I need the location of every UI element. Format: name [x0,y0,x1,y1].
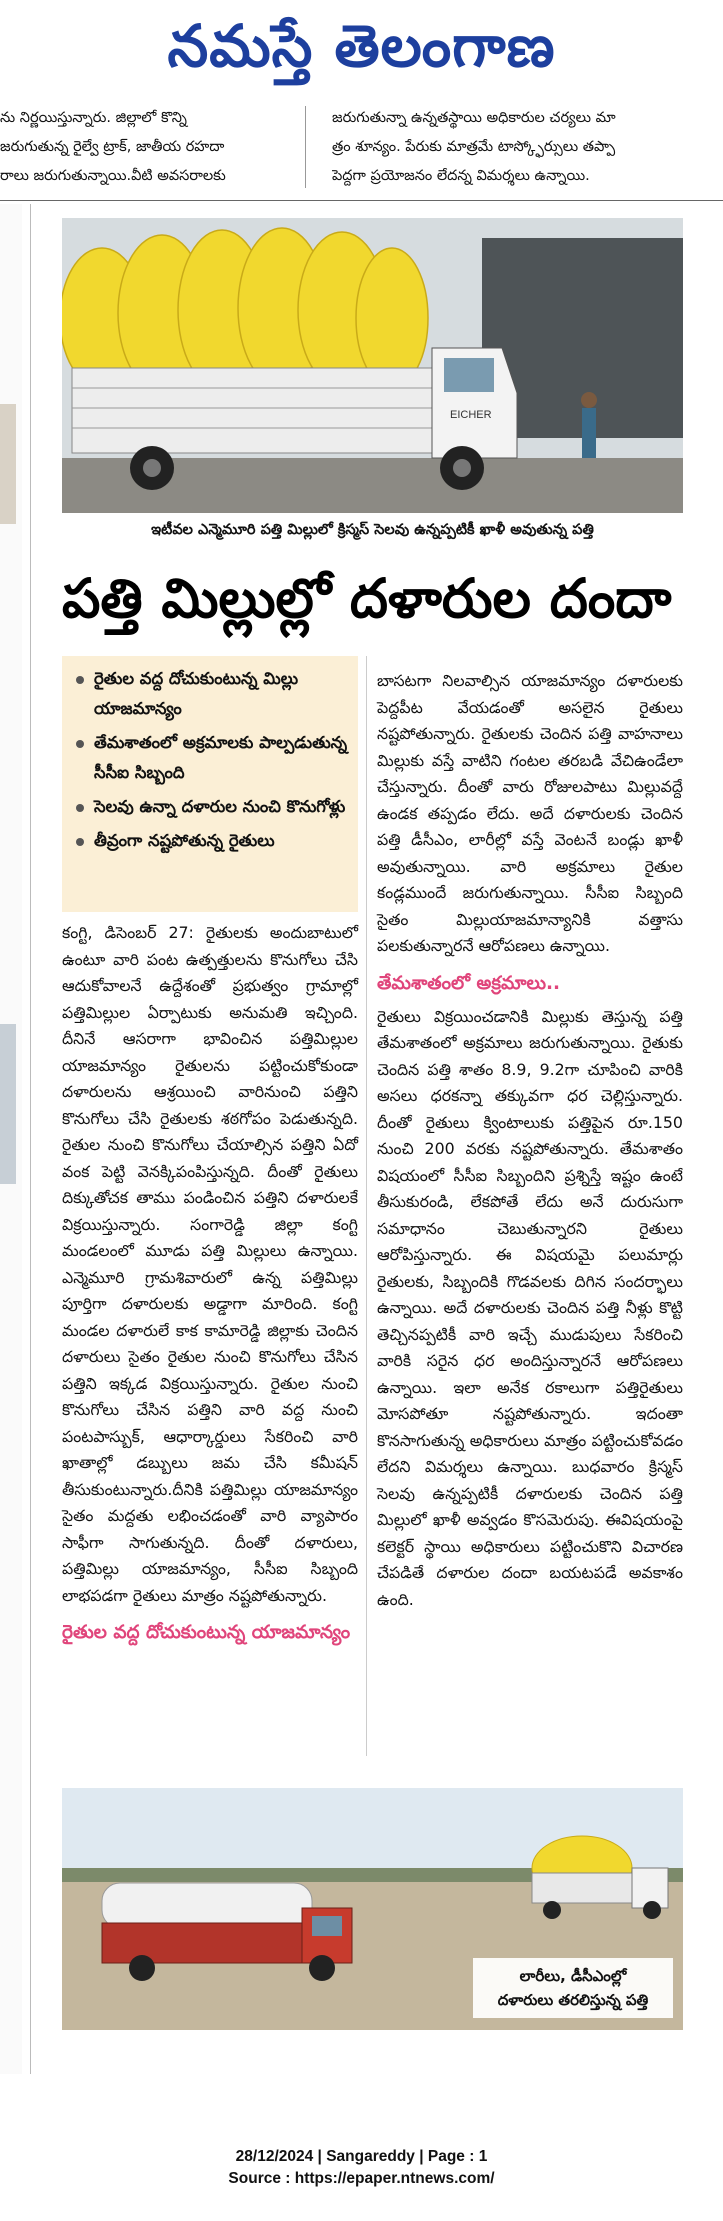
highlight-item [72,664,348,724]
article-headline: పత్తి మిల్లుల్లో దళారుల దందా [62,567,672,630]
adjacent-column-edge [0,204,22,2074]
section-divider [0,200,723,201]
bullet-icon [76,804,84,812]
article-paragraph: రైతులు విక్రయించడానికి మిల్లుకు తెస్తున్న పత్తి తేమశాతంలో అక్రమాలు జరుగుతున్నాయి. రైతుకు చెందిన పత్తి శాతం 8.9, 9.2గా చూపించి వారికి అసలు ధరకన్నా తక్కువగా ధర చెల్లిస్తున్నారు. దీంతో రైతులు క్వింటాలుకు పత్తిపైన రూ.150 నుంచి 200 వరకు నష్టపోతున్నారు. తేమశాతం విషయంలో సీసీఐ సిబ్బందిని ప్రశ్నిస్తే ఇష్టం ఉంటే తీసుకురండి, లేకపోతే లేదు అనే దురుసుగా సమాధానం చెబుతున్నారని రైతులు ఆరోపిస్తున్నారు. ఈ విషయమై పలుమార్లు రైతులకు, సిబ్బందికి గొడవలకు దిగిన సందర్భాలు ఉన్నాయి. అదే దళారులకు చెందిన పత్తి నీళ్లు కొట్టి తెచ్చినప్పటికీ వారి ఇచ్చే ముడుపులు సేకరించి వారికి సరైన ధర అందిస్తున్నారనే ఆరోపణలు ఉన్నాయి. ఇలా అనేక రకాలుగా పత్తిరైతులు మోసపోతూ నష్టపోతున్నారు. ఇదంతా కొనసాగుతున్న అధికారులు మాత్రం పట్టించుకోవడం లేదని విమర్శలు ఉన్నాయి. బుధవారం క్రిస్మస్ సెలవు ఉన్నప్పటికీ దళారులకు చెందిన పత్తి మిల్లులో ఖాళీ అవ్వడం కొసమెరుపు. ఈవిషయంపై కలెక్టర్ స్థాయి అధికారులు పట్టించుకొని విచారణ చేపడితే దళారుల దందా బయటపడే అవకాశం ఉంది. [377,1006,683,1609]
highlight-text: తీవ్రంగా నష్టపోతున్న రైతులు [94,831,275,850]
bullet-icon [76,740,84,748]
highlight-item [72,792,348,822]
column-rule [30,204,31,2074]
strip-right-line: జరుగుతున్నా ఉన్నతస్థాయి అధికారుల చర్యలు మా [332,110,616,126]
highlight-item [72,728,348,788]
strip-right-line: పెద్దగా ప్రయోజనం లేదన్న విమర్శలు ఉన్నాయి. [332,168,590,184]
highlight-text: తేమశాతంలో అక్రమాలకు పాల్పడుతున్న సీసీఐ సిబ్బంది [94,733,348,782]
edition-info: 28/12/2024 | Sangareddy | Page : 1 [235,2148,488,2165]
highlight-item [72,826,348,856]
previous-article-left [0,104,290,194]
article-body-right [377,668,683,1613]
strip-left-line: ను నిర్ణయిస్తున్నారు. జిల్లాలో కొన్ని [0,110,187,126]
column-rule [366,656,367,1756]
newspaper-logo: నమస్తే తెలంగాణ [167,12,556,80]
strip-right-line: త్రం శూన్యం. పేరుకు మాత్రమే టాస్క్ఫోర్సులు తప్పా [332,139,616,155]
cotton-truck-photo [62,218,683,513]
highlight-text: సెలవు ఉన్నా దళారుల నుంచి కొనుగోళ్లు [94,797,346,816]
strip-left-line: జరుగుతున్న రైల్వే ట్రాక్, జాతీయ రహదా [0,139,225,155]
photo-caption: ఇటీవల ఎన్మెమూరి పత్తి మిల్లులో క్రిస్మస్ సెలవు ఉన్నప్పటికీ ఖాళీ అవుతున్న పత్తి [62,513,683,547]
strip-left-line: రాలు జరుగుతున్నాయి.వీటి అవసరాలకు [0,168,226,184]
lorries-field-photo [62,1788,683,2030]
cotton-truck-illustration [62,218,683,513]
adjacent-photo-edge [0,1024,16,1184]
article-paragraph: కంగ్టి, డిసెంబర్ 27: రైతులకు అందుబాటులో ఉంటూ వారి పంట ఉత్పత్తులను కొనుగోలు చేసి ఆదుకోవాలనే ఉద్దేశంతో ప్రభుత్వం గ్రామాల్లో పత్తిమిల్లుల ఏర్పాటుకు అనుమతి ఇచ్చింది. దీనినే ఆసరాగా భావించిన పత్తిమిల్లుల యాజమాన్యం రైతులను పట్టించుకోకుండా దళారులను ఆశ్రయించి వారినుంచి పత్తిని కొనుగోలు చేసి రైతులకు శఠగోపం పెడుతున్నది. రైతుల నుంచి కొనుగోలు చేయాల్సిన పత్తిని ఏదో వంక పెట్టి వెనక్కిపంపిస్తున్నది. దీంతో రైతులు దిక్కుతోచక తాము పండించిన పత్తిని దళారులకే విక్రయిస్తున్నారు. సంగారెడ్డి జిల్లా కంగ్టి మండలంలో మూడు పత్తి మిల్లులు ఉన్నాయి. ఎన్మెమూరి గ్రామశివారులో ఉన్న పత్తిమిల్లు పూర్తిగా దళారులకు అడ్డాగా మారింది. కంగ్టి మండల దళారులే కాక కామారెడ్డి జిల్లాకు చెందిన దళారులు సైతం రైతుల నుంచి కొనుగోలు చేసిన పత్తిని ఇక్కడ విక్రయిస్తున్నారు. రైతుల నుంచి కొనుగోలు చేసిన పత్తిని వారి వద్ద నుంచి పంటపాస్బుక్, ఆధార్కార్డులు సేకరించి వారి ఖాతాల్లో డబ్బులు జమ చేసి కమీషన్ తీసుకుంటున్నారు.దీనికి పత్తిమిల్లు యాజమాన్యం సైతం మద్దతు లభించడంతో వారి వ్యాపారం సాఫీగా సాగుతున్నది. దీంతో దళారులు, పత్తిమిల్లు యాజమాన్యం, సీసీఐ సిబ్బంది లాభపడగా రైతులు మాత్రం నష్టపోతున్నారు. [62,923,358,1605]
article-paragraph: బాసటగా నిలవాల్సిన యాజమాన్యం దళారులకు పెద్దపీట వేయడంతో అసలైన రైతులు నష్టపోతున్నారు. రైతులకు చెందిన పత్తి వాహనాలు మిల్లుకు వస్తే వాటిని గంటల తరబడి వేచిఉండేలా చేస్తున్నారు. దీంతో వారు రోజులపాటు మిల్లువద్దే ఉండక తప్పడం లేదు. అదే దళారులకు చెందిన పత్తి డీసీఎం, లారీల్లో వస్తే వెంటనే బండ్లు ఖాళీ అవుతున్నాయి. వారి అక్రమాలు రైతుల కండ్లముందే జరుగుతున్నాయి. సీసీఐ సిబ్బంది సైతం మిల్లుయాజమాన్యానికి వత్తాసు పలకుతున్నారనే ఆరోపణలు ఉన్నాయి. [377,671,683,955]
source-link[interactable]: Source : https://epaper.ntnews.com/ [228,2170,495,2187]
truck-brand-label: EICHER [450,409,492,421]
article-body-left [62,920,358,1653]
adjacent-photo-edge [0,404,16,524]
article-subheading: రైతుల వద్ద దోచుకుంటున్న యాజమాన్యం [62,1622,351,1643]
masthead [0,0,723,92]
caption-line: దళారులు తరలిస్తున్న పత్తి [497,1991,649,2009]
caption-line: లారీలు, డీసీఎంల్లో [519,1967,627,1985]
highlights-box [62,656,358,912]
article-subheading: తేమశాతంలో అక్రమాలు.. [377,972,561,994]
page-footer [0,2146,723,2190]
bullet-icon [76,838,84,846]
highlight-text: రైతుల వద్ద దోచుకుంటున్న మిల్లు యాజమాన్యం [94,669,299,718]
previous-article-strip [0,104,723,194]
column-divider [305,106,306,188]
bullet-icon [76,676,84,684]
photo-caption [473,1958,673,2018]
previous-article-right [332,104,712,194]
